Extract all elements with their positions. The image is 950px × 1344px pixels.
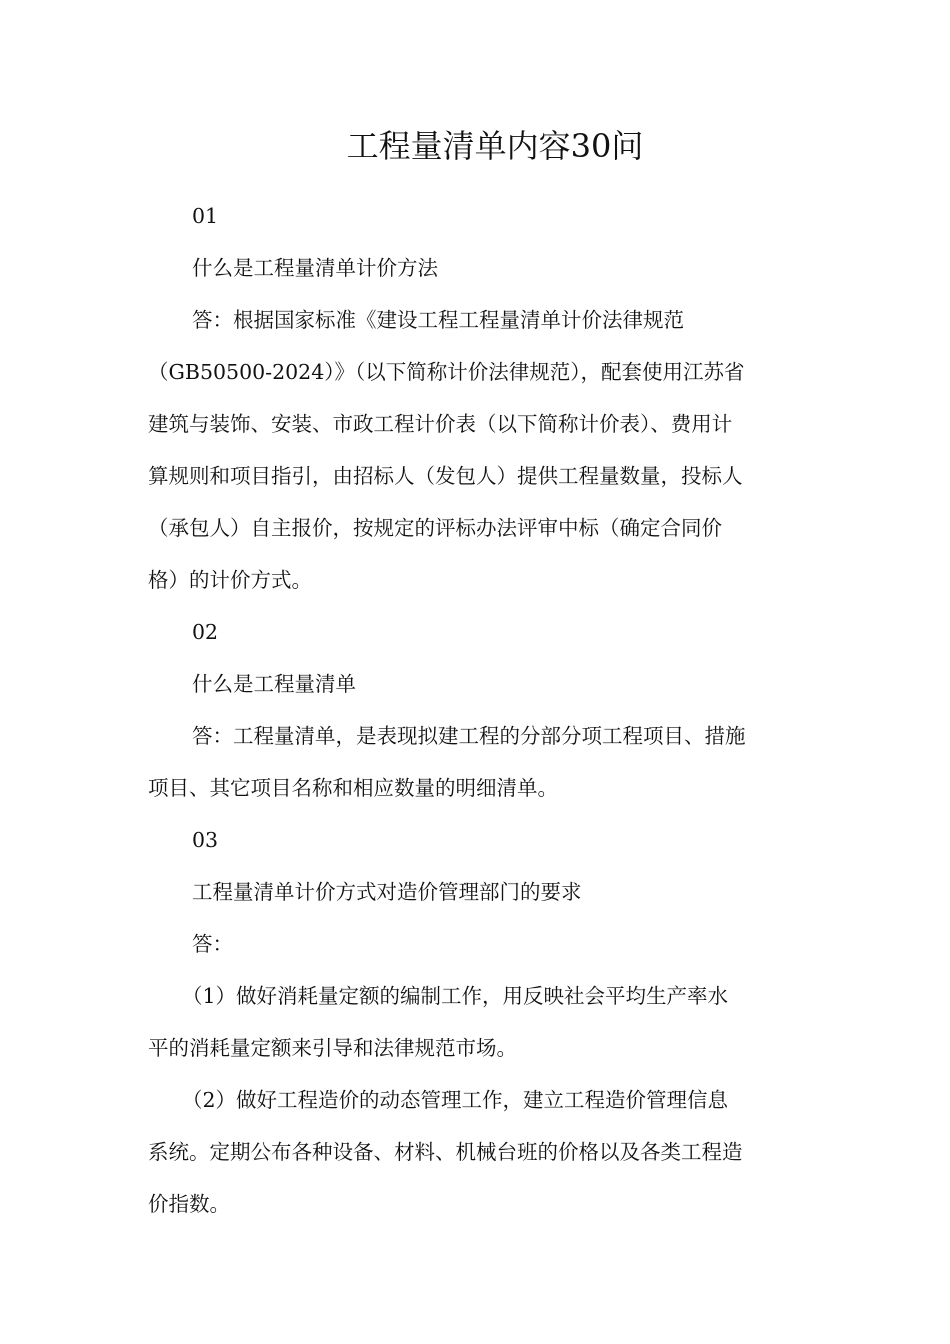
text-line: 答：工程量清单，是表现拟建工程的分部分项工程项目、措施 [192, 724, 746, 748]
text-line: 价指数。 [148, 1192, 230, 1216]
text-line: 什么是工程量清单 [192, 672, 356, 696]
text-line: 答： [192, 932, 233, 956]
text-line: （1）做好消耗量定额的编制工作，用反映社会平均生产率水 [182, 984, 729, 1008]
text-line: 算规则和项目指引，由招标人（发包人）提供工程量数量，投标人 [148, 464, 743, 488]
text-line: 项目、其它项目名称和相应数量的明细清单。 [148, 776, 558, 800]
text-line: （GB50500-2024）》（以下简称计价法律规范），配套使用江苏省 [148, 360, 745, 384]
text-line: 02 [192, 620, 219, 644]
text-line: 答：根据国家标准《建设工程工程量清单计价法律规范 [192, 308, 684, 332]
text-line: 工程量清单计价方式对造价管理部门的要求 [192, 880, 582, 904]
text-line: 01 [192, 204, 219, 228]
text-line: 平的消耗量定额来引导和法律规范市场。 [148, 1036, 517, 1060]
text-line: 03 [192, 828, 219, 852]
text-line: 格）的计价方式。 [148, 568, 312, 592]
document-title: 工程量清单内容30问 [346, 127, 644, 165]
text-line: （2）做好工程造价的动态管理工作，建立工程造价管理信息 [182, 1088, 729, 1112]
text-line: 系统。定期公布各种设备、材料、机械台班的价格以及各类工程造 [148, 1140, 743, 1164]
text-line: 什么是工程量清单计价方法 [192, 256, 438, 280]
document-body [148, 190, 808, 1230]
text-line: 建筑与装饰、安装、市政工程计价表（以下简称计价表）、费用计 [148, 412, 733, 436]
text-line: （承包人）自主报价，按规定的评标办法评审中标（确定合同价 [148, 516, 722, 540]
